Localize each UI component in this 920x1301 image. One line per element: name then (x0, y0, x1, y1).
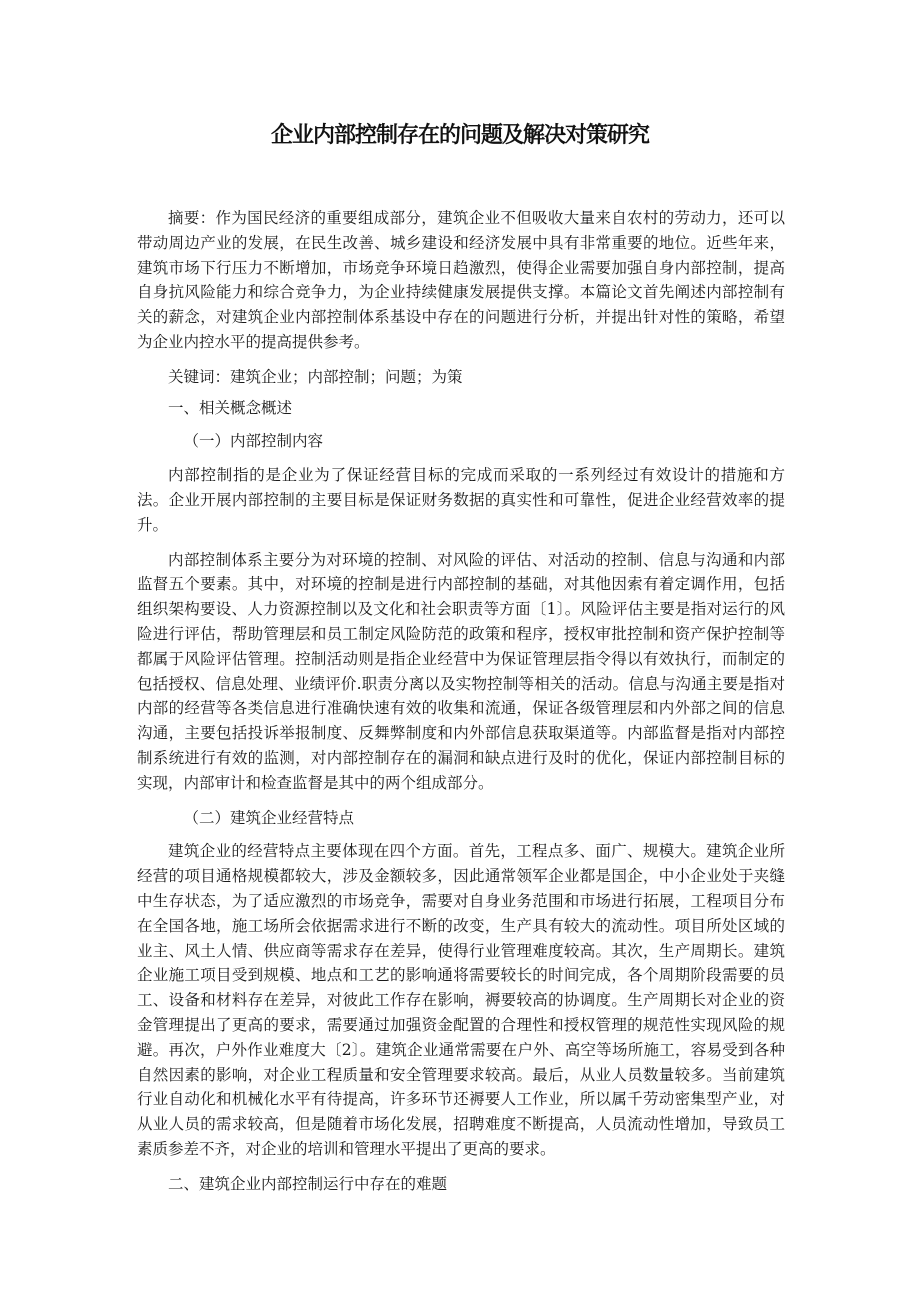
abstract-paragraph: 摘要：作为国民经济的重要组成部分，建筑企业不但吸收大量来自农村的劳动力，还可以带动周边产业的发展，在民生改善、城乡建设和经济发展中具有非常重要的地位。近些年来，建筑市场下行压力不断增加，市场竞争环境日趋激烈，使得企业需要加强自身内部控制，提高自身抗风险能力和综合竞争力，为企业持续健康发展提供支撑。本篇论文首先阐述内部控制有关的薪念，对建筑企业内部控制体系基设中存在的问题进行分析，并提出针对性的策略，希望为企业内控水平的提高提供参考。 (137, 209, 785, 351)
keywords-line: 关键词：建筑企业；内部控制；问题；为策 (168, 367, 463, 386)
document-title: 企业内部控制存在的问题及解决对策研究 (270, 123, 649, 148)
document-body (137, 206, 785, 1205)
section-heading-2: 二、建筑企业内部控制运行中存在的难题 (168, 1174, 448, 1193)
body-paragraph: 内部控制体系主要分为对环境的控制、对风险的评估、对活动的控制、信息与沟通和内部监督五个要素。其中，对环境的控制是进行内部控制的基础，对其他因索有着定调作用，包括组织架构要设、人力资源控制以及文化和社会职责等方面〔1〕。风险评估主要是指对运行的风险进行评估，帮助管理层和员工制定风险防范的政策和程序，授权审批控制和资产保护控制等都属于风险评估管理。控制活动则是指企业经营中为保证管理层指令得以有效执行，而制定的包括授权、信息处理、业绩评价.职责分离以及实物控制等相关的活动。信息与沟通主要是指对内部的经营等各类信息进行准确快速有效的收集和流通，保证各级管理层和内外部之间的信息沟通，主要包括投诉举报制度、反舞弊制度和内外部信息获取渠道等。内部监督是指对内部控制系统进行有效的监测，对内部控制存在的漏洞和缺点进行及时的优化，保证内部控制目标的实现，内部审计和检查监督是其中的两个组成部分。 (137, 550, 785, 792)
section-heading-1: 一、相关概念概述 (168, 398, 293, 417)
body-paragraph: 内部控制指的是企业为了保证经营目标的完成而采取的一系列经过有效设计的措施和方法。企业开展内部控制的主要目标是保证财务数据的真实性和可靠性，促进企业经营效率的提升。 (137, 466, 785, 534)
subsection-heading-1-2: （二）建筑企业经营特点 (183, 808, 355, 827)
subsection-heading-1-1: （一）内部控制内容 (183, 432, 324, 451)
body-paragraph: 建筑企业的经营特点主要体现在四个方面。首先，工程点多、面广、规模大。建筑企业所经营的项目通格规模都较大，涉及金额较多，因此通常领军企业都是国企，中小企业处于夹缝中生存状态，为了适应激烈的市场竞争，需要对自身业务范围和市场进行拓展，工程项目分布在全国各地，施工场所会依据需求进行不断的改变，生产具有较大的流动性。项目所处区域的业主、风土人情、供应商等需求存在差异，使得行业管理难度较高。其次，生产周期长。建筑企业施工项目受到规模、地点和工艺的影响通将需要较长的时间完成，各个周期阶段需要的员工、设备和材料存在差异，对彼此工作存在影响，褥要较高的协调度。生产周期长对企业的资金管理提出了更高的要求，需要通过加强资金配置的合理性和授权管理的规范性实现风险的规避。再次，户外作业难度大〔2〕。建筑企业通常需要在户外、高空等场所施工，容易受到各种自然因素的影响，对企业工程质量和安全管理要求较高。最后，从业人员数量较多。当前建筑行业自动化和机械化水平有待提高，许多环节还褥要人工作业，所以属千劳动密集型产业，对从业人员的需求较高，但是随着市场化发展，招聘难度不断提高，人员流动性增加，导致员工素质参差不齐，对企业的培训和管理水平提出了更高的要求。 (137, 842, 785, 1158)
